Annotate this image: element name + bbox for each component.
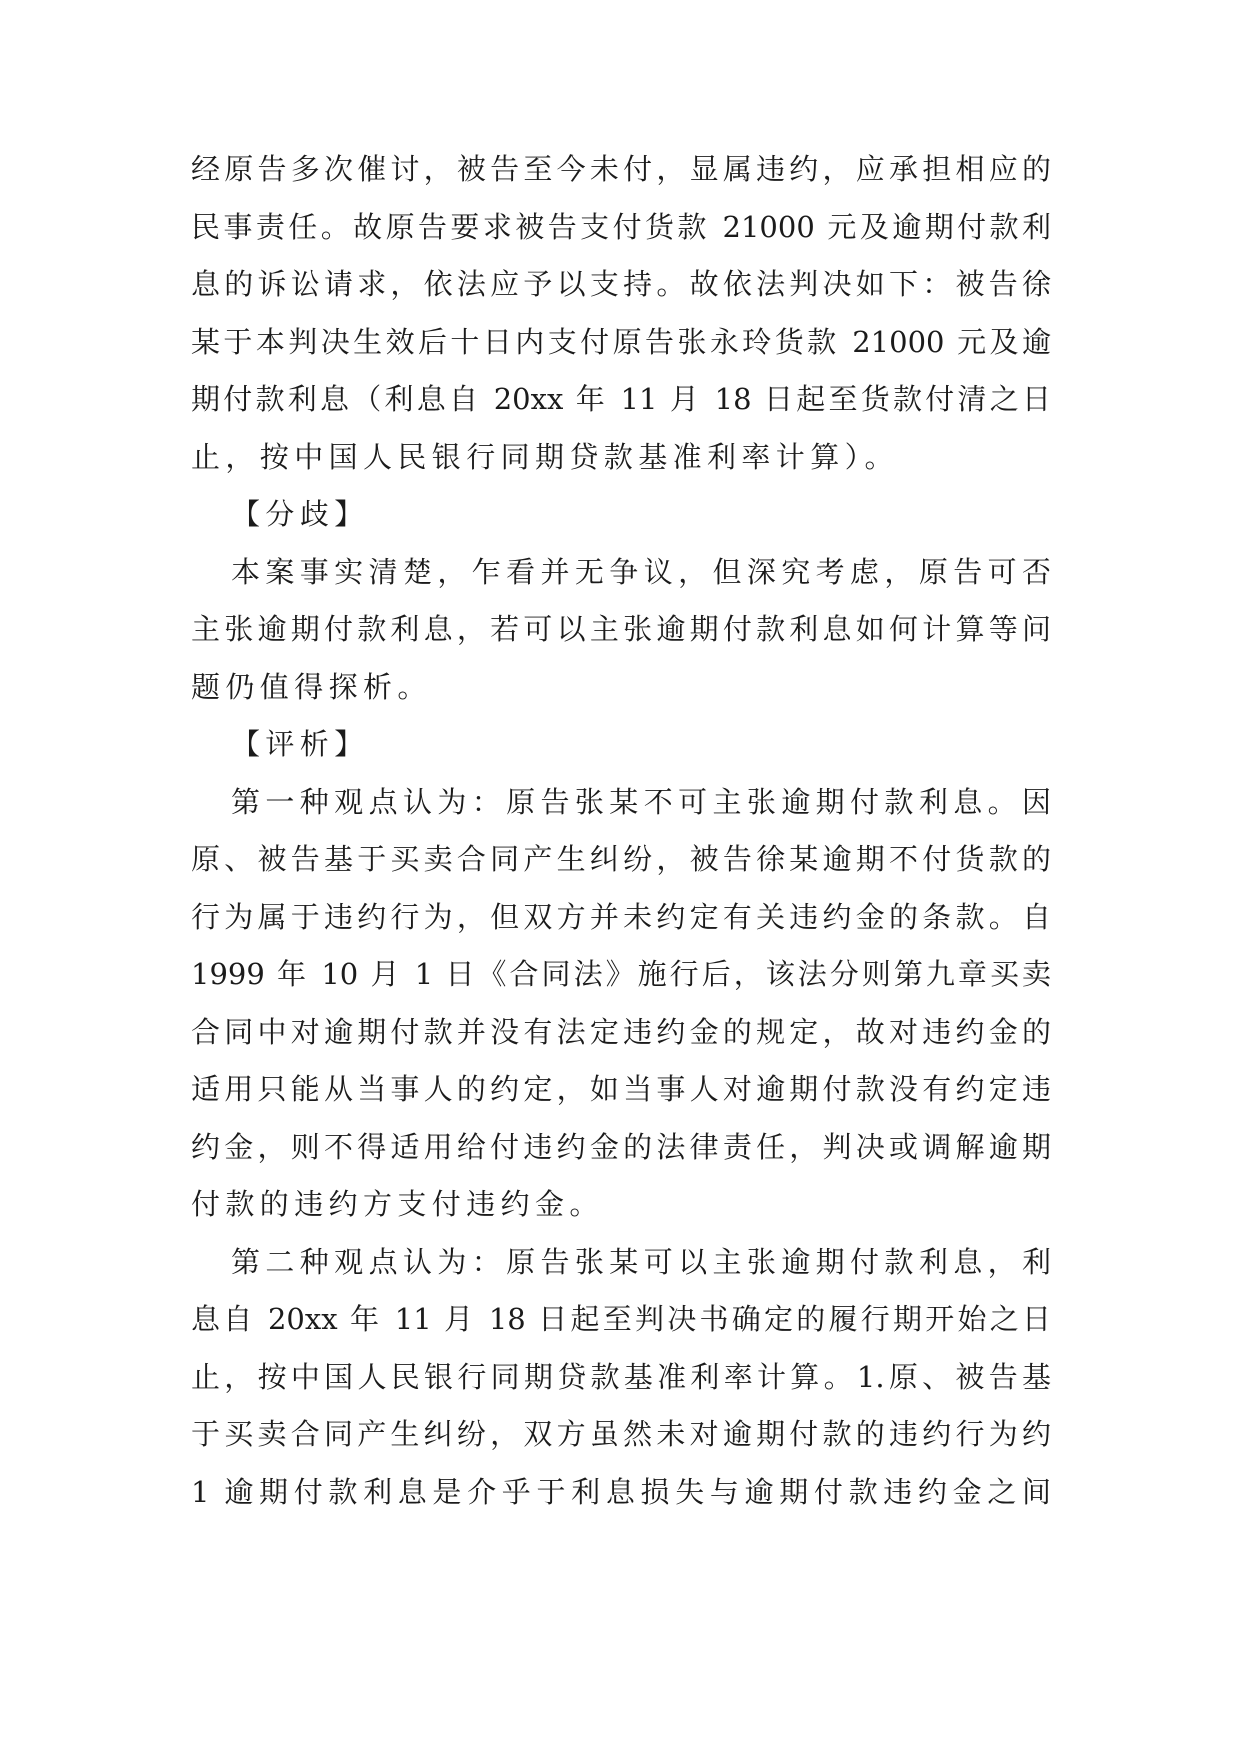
text-line: 本案事实清楚，乍看并无争议，但深究考虑，原告可否 <box>231 554 1051 589</box>
footnote <box>191 1464 1051 1522</box>
paragraph-judgment-continuation <box>191 141 1051 486</box>
paragraph-divergence <box>191 544 1051 717</box>
text-line: 第二种观点认为：原告张某可以主张逾期付款利息，利 <box>231 1244 1051 1279</box>
text-line: 止，按中国人民银行同期贷款基准利率计算）。 <box>191 439 899 474</box>
text-line: 主张逾期付款利息，若可以主张逾期付款利息如何计算等问 <box>191 612 1051 646</box>
text-line: 息自 20xx 年 11 月 18 日起至判决书确定的履行期开始之日 <box>191 1302 1051 1336</box>
text-line: 合同中对逾期付款并没有法定违约金的规定，故对违约金的 <box>191 1014 1051 1049</box>
text-line: 于买卖合同产生纠纷，双方虽然未对逾期付款的违约行为约 <box>191 1417 1051 1451</box>
text-line: 经原告多次催讨，被告至今未付，显属违约，应承担相应的 <box>191 152 1051 186</box>
text-line: 原、被告基于买卖合同产生纠纷，被告徐某逾期不付货款的 <box>191 842 1051 876</box>
document-body <box>191 141 1051 1521</box>
paragraph-first-view <box>191 774 1051 1234</box>
text-line: 行为属于违约行为，但双方并未约定有关违约金的条款。自 <box>191 899 1051 934</box>
paragraph-second-view <box>191 1234 1051 1464</box>
footnote-text: 1 逾期付款利息是介乎于利息损失与逾期付款违约金之间 <box>191 1474 1051 1509</box>
text-line: 止，按中国人民银行同期贷款基准利率计算。1.原、被告基 <box>191 1359 1051 1394</box>
text-line: 息的诉讼请求，依法应予以支持。故依法判决如下：被告徐 <box>191 267 1051 301</box>
text-line: 第一种观点认为：原告张某不可主张逾期付款利息。因 <box>231 784 1051 819</box>
text-line: 期付款利息（利息自 20xx 年 11 月 18 日起至货款付清之日 <box>191 382 1051 416</box>
text-line: 某于本判决生效后十日内支付原告张永玲货款 21000 元及逾 <box>191 324 1051 359</box>
section-heading-divergence: 【分歧】 <box>231 497 369 531</box>
text-line: 付款的违约方支付违约金。 <box>191 1187 604 1221</box>
text-line: 民事责任。故原告要求被告支付货款 21000 元及逾期付款利 <box>191 209 1051 244</box>
section-heading-analysis: 【评析】 <box>231 727 369 761</box>
text-line: 题仍值得探析。 <box>191 669 432 704</box>
text-line: 约金，则不得适用给付违约金的法律责任，判决或调解逾期 <box>191 1129 1051 1164</box>
text-line: 适用只能从当事人的约定，如当事人对逾期付款没有约定违 <box>191 1072 1051 1106</box>
text-line: 1999 年 10 月 1 日《合同法》施行后，该法分则第九章买卖 <box>191 957 1051 991</box>
